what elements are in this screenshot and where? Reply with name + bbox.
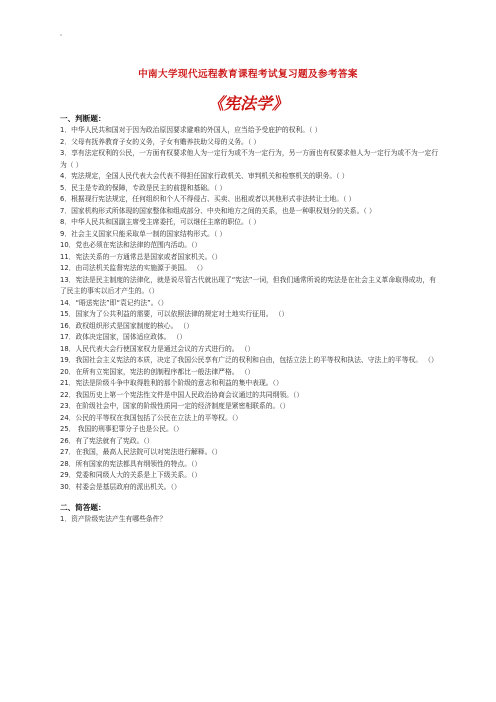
question-item: 21．宪法是阶级斗争中取得胜利的那个阶级的意志和利益的集中表现。（） xyxy=(60,379,283,387)
question-item: 24．公民的平等权在我国包括了公民在立法上的平等权。（） xyxy=(60,413,242,422)
question-item: 23．在阶级社会中，国家的阶级性质同一定的经济制度是紧密相联系的。（） xyxy=(60,402,290,410)
question-item: 4．宪法规定，全国人民代表大会代表不得担任国家行政机关、审判机关和检察机关的职务。（ ） xyxy=(60,172,349,180)
question-item: 6．根据现行宪法规定，任何组织和个人不得侵占、买卖、出租或者以其他形式非法转让土地。（ ） xyxy=(60,195,356,203)
question-item: 12．由司法机关监督宪法的实施源于美国。 （） xyxy=(60,264,207,272)
true-false-question-list xyxy=(60,125,440,493)
question-item: 2．父母有抚养教育子女的义务，子女有赡养扶助父母的义务。（ ） xyxy=(60,137,261,146)
question-item: 16．政权组织形式是国家制度的核心。 （） xyxy=(60,321,194,330)
question-item: 26．有了宪法就有了宪政。（） xyxy=(60,436,154,445)
question-item: 3．享有法定权利的公民，一方面有权要求他人为一定行为或不为一定行为，另一方面也有权要求他人为一定行为或不为一定行为（ ） xyxy=(60,149,439,169)
course-title: 《宪法学》 xyxy=(207,94,288,113)
question-item: 5．民主是专政的保障，专政是民主的前提和基础。（ ） xyxy=(60,183,227,192)
question-item: 19．我国社会主义宪法的本质，决定了我国公民享有广泛的权利和自由，包括立法上的平等权和执法、守法上的平等权。 （） xyxy=(60,356,438,364)
question-item: 13．宪法是民主制度的法律化，就是说尽管古代就出现了“宪法”一词，但我们通常所说的宪法是在社会主义革命取得成功，有了民主的事实以后才产生的。（） xyxy=(60,275,436,295)
question-item: 14．“晤送宪法”即“袁记约法”。（） xyxy=(60,298,168,307)
document-title: 中南大学现代远程教育课程考试复习题及参考答案 xyxy=(138,69,358,80)
question-item: 17．政体决定国家，国体适应政体。 （） xyxy=(60,333,187,341)
section-heading-short-answer: 二、简答题： xyxy=(60,503,106,512)
question-item: 28．所有国家的宪法都具有纲领性的特点。（） xyxy=(60,459,202,468)
question-item: 15．国家为了公共利益的需要，可以依照法律的规定对土地实行征用。 （） xyxy=(60,310,289,318)
question-item: 8．中华人民共和国副主席受主席委托，可以继任主席的职位。（ ） xyxy=(60,218,261,226)
question-item: 25． 我国的刑事犯罪分子也是公民。（） xyxy=(60,425,183,433)
question-item: 27．在我国，最高人民法院可以对宪法进行解释。（） xyxy=(60,448,222,456)
question-item: 18．人民代表大会行使国家权力是通过会议的方式进行的。 （） xyxy=(60,344,255,353)
question-item: 29．党委和同级人大的关系是上下级关系。（） xyxy=(60,471,202,479)
question-item: 11．宪法关系的一方通常总是国家或者国家机关。（） xyxy=(60,252,222,261)
question-item: 20．在所有立宪国家，宪法的创制程序都比一般法律严格。 （） xyxy=(60,367,255,376)
section-heading-true-false: 一、判断题： xyxy=(60,114,106,123)
corner-mark xyxy=(60,34,62,36)
question-item: 9．社会主义国家只能采取单一制的国家结构形式。（ ） xyxy=(60,229,227,238)
short-answer-question: 1．资产阶级宪法产生有哪些条件？ xyxy=(60,515,167,523)
question-item: 30．村委会是基层政府的派出机关。（） xyxy=(60,482,181,491)
question-item: 7．国家机构形式所体现的国家整体和组成部分、中央和地方之间的关系，也是一种职权划分的关系。（ ） xyxy=(60,206,376,215)
question-item: 1．中华人民共和国对于因为政治原因要求避难的外国人，应当给予受庇护的权利。（ ） xyxy=(60,126,322,134)
question-item: 10．党也必须在宪法和法律的范围内活动。（） xyxy=(60,241,202,249)
question-item: 22．我国历史上第一个宪法性文件是中国人民政治协商会议通过的共同纲领。（） xyxy=(60,390,304,399)
